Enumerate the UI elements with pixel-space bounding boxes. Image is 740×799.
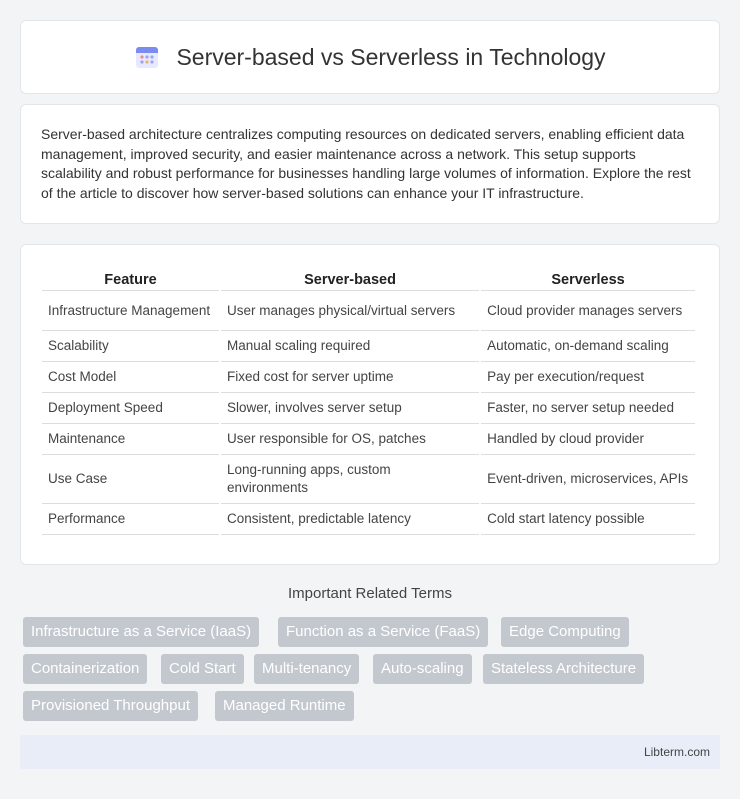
serverless-cell: Faster, no server setup needed	[481, 393, 695, 424]
column-header-serverless: Serverless	[481, 265, 695, 291]
table-row	[42, 393, 695, 424]
title-wrap	[134, 44, 605, 71]
server-based-cell: Consistent, predictable latency	[221, 504, 479, 535]
server-based-cell: Slower, involves server setup	[221, 393, 479, 424]
feature-cell: Deployment Speed	[42, 393, 219, 424]
server-based-cell: User manages physical/virtual servers	[221, 291, 479, 331]
tag-managed-runtime[interactable]: Managed Runtime	[215, 691, 354, 721]
serverless-cell: Cold start latency possible	[481, 504, 695, 535]
table-header-row	[42, 265, 695, 291]
column-header-feature: Feature	[42, 265, 219, 291]
table-row	[42, 291, 695, 331]
feature-cell: Maintenance	[42, 424, 219, 455]
tag-containerization[interactable]: Containerization	[23, 654, 147, 684]
serverless-cell: Event-driven, microservices, APIs	[481, 455, 695, 504]
serverless-cell: Cloud provider manages servers	[481, 291, 695, 331]
page-title: Server-based vs Serverless in Technology	[176, 43, 606, 70]
intro-card	[20, 104, 720, 224]
table-row	[42, 362, 695, 393]
header-card	[20, 20, 720, 94]
server-based-cell: User responsible for OS, patches	[221, 424, 479, 455]
table-row	[42, 455, 695, 504]
tag-faas[interactable]: Function as a Service (FaaS)	[278, 617, 488, 647]
server-based-cell: Fixed cost for server uptime	[221, 362, 479, 393]
table-row	[42, 331, 695, 362]
feature-cell: Scalability	[42, 331, 219, 362]
feature-cell: Infrastructure Management	[42, 291, 219, 331]
footer	[20, 735, 720, 769]
tag-auto-scaling[interactable]: Auto-scaling	[373, 654, 472, 684]
comparison-table	[40, 265, 697, 535]
serverless-cell: Automatic, on-demand scaling	[481, 331, 695, 362]
tag-iaas[interactable]: Infrastructure as a Service (IaaS)	[23, 617, 259, 647]
calendar-grid-icon	[134, 44, 160, 70]
comparison-table-card	[20, 244, 720, 565]
server-based-cell: Manual scaling required	[221, 331, 479, 362]
table-row	[42, 504, 695, 535]
table-row	[42, 424, 695, 455]
serverless-cell: Handled by cloud provider	[481, 424, 695, 455]
server-based-cell: Long-running apps, custom environments	[221, 455, 479, 504]
feature-cell: Use Case	[42, 455, 219, 504]
serverless-cell: Pay per execution/request	[481, 362, 695, 393]
column-header-server-based: Server-based	[221, 265, 479, 291]
related-terms-title: Important Related Terms	[288, 585, 452, 602]
feature-cell: Performance	[42, 504, 219, 535]
tag-multi-tenancy[interactable]: Multi-tenancy	[254, 654, 359, 684]
tag-edge-computing[interactable]: Edge Computing	[501, 617, 629, 647]
footer-brand-link[interactable]: Libterm.com	[643, 745, 710, 759]
feature-cell: Cost Model	[42, 362, 219, 393]
intro-text: Server-based architecture centralizes computing resources on dedicated servers, enabling efficient data management, improved security, and easier maintenance across a network. This setup supports scalability and robust performance for businesses handling large volumes of information. Explore the rest of the article to discover how server-based solutions can enhance your IT infrastructure.	[41, 126, 691, 201]
tag-provisioned-throughput[interactable]: Provisioned Throughput	[23, 691, 198, 721]
tag-cold-start[interactable]: Cold Start	[161, 654, 244, 684]
tag-stateless-architecture[interactable]: Stateless Architecture	[483, 654, 644, 684]
